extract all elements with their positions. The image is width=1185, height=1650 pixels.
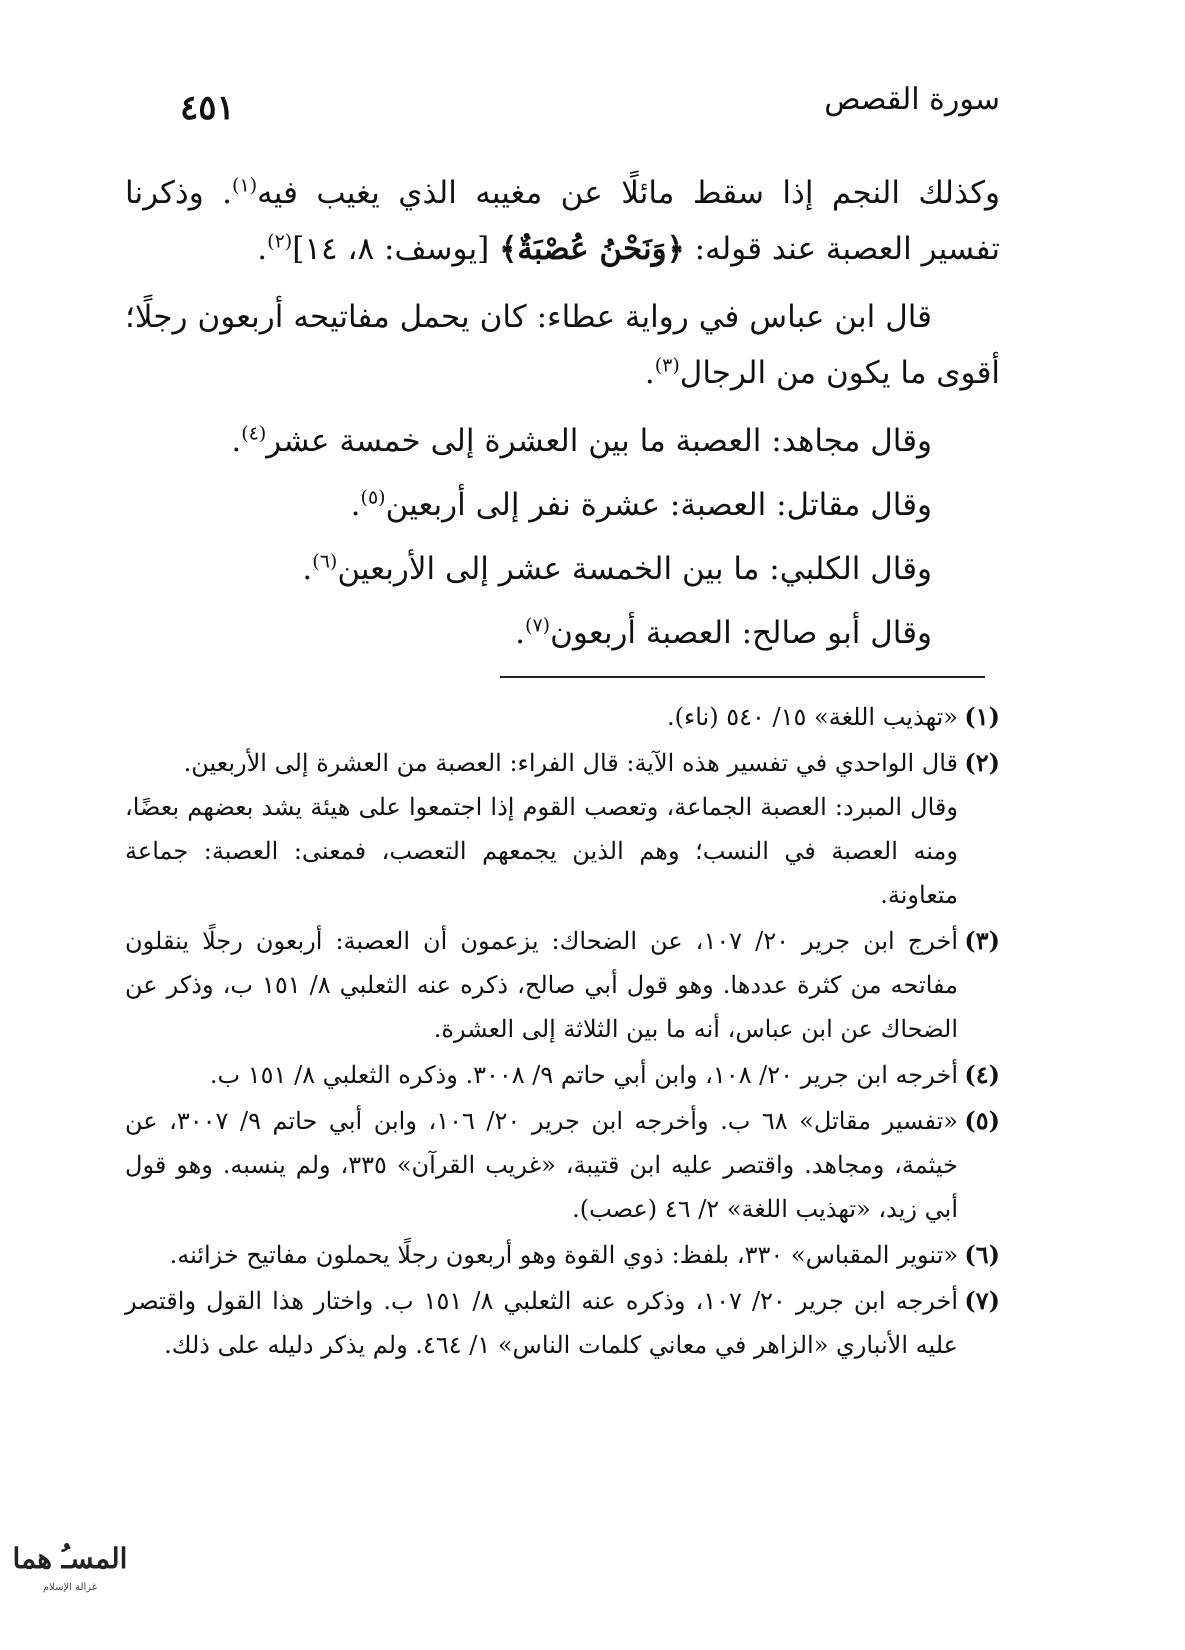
footnote-text: أخرج ابن جرير ٢٠/ ١٠٧، عن الضحاك: يزعمون أن العصبة: أربعون رجلًا ينقلون مفاتحه من كثرة عددها. وهو قول أبي صالح، ذكره عنه الثعلبي ٨/ ١٥١ ب، وذكر عن الضحاك عن ابن عباس، أنه ما بين الثلاثة إلى العشرة.	[125, 927, 959, 1043]
quote-text: وقال مجاهد: العصبة ما بين العشرة إلى خمسة عشر	[266, 423, 932, 459]
main-text-segment: .	[257, 231, 268, 267]
footnote-body	[125, 1279, 958, 1367]
footnote-ref: (٥)	[360, 486, 386, 509]
footnote-body	[125, 1099, 958, 1231]
footnotes	[125, 695, 1000, 1369]
footnote-number: (٤)	[964, 1060, 1000, 1089]
footnote-separator	[500, 676, 985, 678]
footnote-ref: (٣)	[654, 354, 680, 377]
main-text-segment: وكذلك النجم إذا سقط مائلًا عن مغيبه الذي يغيب فيه	[257, 175, 1000, 211]
main-text	[125, 165, 1000, 669]
footnote-body	[125, 919, 958, 1051]
footnote-number: (١)	[964, 702, 1000, 731]
footnote-body	[125, 695, 958, 739]
quote-end: .	[231, 423, 242, 459]
logo-text: المسـُ هما	[12, 1542, 128, 1575]
main-text-segment: .	[644, 355, 655, 391]
footnote-ref: (١)	[232, 174, 258, 197]
quoted-saying	[125, 413, 1000, 469]
footnote-ref: (٦)	[312, 550, 338, 573]
footnote-body	[125, 1053, 958, 1097]
footnote-ref: (٤)	[241, 422, 267, 445]
footnote	[125, 1279, 1000, 1367]
footnote-number: (٥)	[964, 1106, 1000, 1135]
footnote-number: (٢)	[964, 748, 1000, 777]
footnote-text: «تنوير المقباس» ٣٣٠، بلفظ: ذوي القوة وهو أربعون رجلًا يحملون مفاتيح خزائنه.	[169, 1241, 958, 1269]
logo-subtext: غزالة الإسلام	[42, 1582, 98, 1593]
running-header	[180, 80, 1000, 130]
footnote	[125, 1099, 1000, 1231]
footnote	[125, 741, 1000, 917]
footnote-text: أخرجه ابن جرير ٢٠/ ١٠٨، وابن أبي حاتم ٩/ ٣٠٠٨. وذكره الثعلبي ٨/ ١٥١ ب.	[209, 1061, 958, 1089]
quote-end: .	[515, 615, 526, 651]
footnote-body	[125, 741, 958, 917]
footnote-text: «تفسير مقاتل» ٦٨ ب. وأخرجه ابن جرير ٢٠/ ١٠٦، وابن أبي حاتم ٩/ ٣٠٠٧، عن خيثمة، ومجاهد. واقتصر عليه ابن قتيبة، «غريب القرآن» ٣٣٥، ولم ينسبه. وهو قول أبي زيد، «تهذيب اللغة» ٢/ ٤٦ (عصب).	[125, 1107, 958, 1223]
library-logo	[10, 1528, 130, 1598]
footnote-number: (٧)	[964, 1286, 1000, 1315]
main-paragraph	[125, 289, 1000, 401]
footnote	[125, 1053, 1000, 1097]
footnote	[125, 1233, 1000, 1277]
quoted-saying	[125, 605, 1000, 661]
footnote-number: (٦)	[964, 1240, 1000, 1269]
footnote-text: أخرجه ابن جرير ٢٠/ ١٠٧، وذكره عنه الثعلبي ٨/ ١٥١ ب. واختار هذا القول واقتصر عليه الأنباري «الزاهر في معاني كلمات الناس» ١/ ٤٦٤. ولم يذكر دليله على ذلك.	[125, 1287, 959, 1359]
page-number: ٤٥١	[180, 88, 235, 128]
verse-reference: [يوسف: ٨، ١٤]	[292, 231, 500, 267]
footnote-text: وقال المبرد: العصبة الجماعة، وتعصب القوم إذا اجتمعوا على هيئة يشد بعضهم بعضًا، ومنه العصبة في النسب؛ وهم الذين يجمعهم التعصب، فمعنى: العصبة: جماعة متعاونة.	[125, 793, 958, 909]
quran-verse: ﴿وَنَحْنُ عُصْبَةٌ﴾	[499, 231, 685, 267]
footnote-number: (٣)	[964, 926, 1000, 955]
footnote-body	[125, 1233, 958, 1277]
footnote-text: قال الواحدي في تفسير هذه الآية: قال الفراء: العصبة من العشرة إلى الأربعين.	[183, 749, 958, 777]
quote-text: وقال الكلبي: ما بين الخمسة عشر إلى الأربعين	[337, 551, 932, 587]
quote-text: وقال مقاتل: العصبة: عشرة نفر إلى أربعين	[385, 487, 932, 523]
footnote	[125, 919, 1000, 1051]
footnote	[125, 695, 1000, 739]
quote-end: .	[350, 487, 361, 523]
main-text-segment: قال ابن عباس في رواية عطاء: كان يحمل مفاتيحه أربعون رجلًا؛ أقوى ما يكون من الرجال	[125, 299, 1000, 391]
quoted-saying	[125, 541, 1000, 597]
quoted-saying	[125, 477, 1000, 533]
quote-end: .	[302, 551, 313, 587]
footnote-ref: (٢)	[267, 230, 293, 253]
surah-name: سورة القصص	[824, 82, 1000, 117]
footnote-ref: (٧)	[525, 614, 551, 637]
quote-text: وقال أبو صالح: العصبة أربعون	[550, 615, 932, 651]
main-text-segment: . وذكرنا تفسير العصبة عند قوله:	[125, 175, 1000, 267]
main-paragraph	[125, 165, 1000, 277]
footnote-text: «تهذيب اللغة» ١٥/ ٥٤٠ (ناء).	[666, 703, 958, 731]
